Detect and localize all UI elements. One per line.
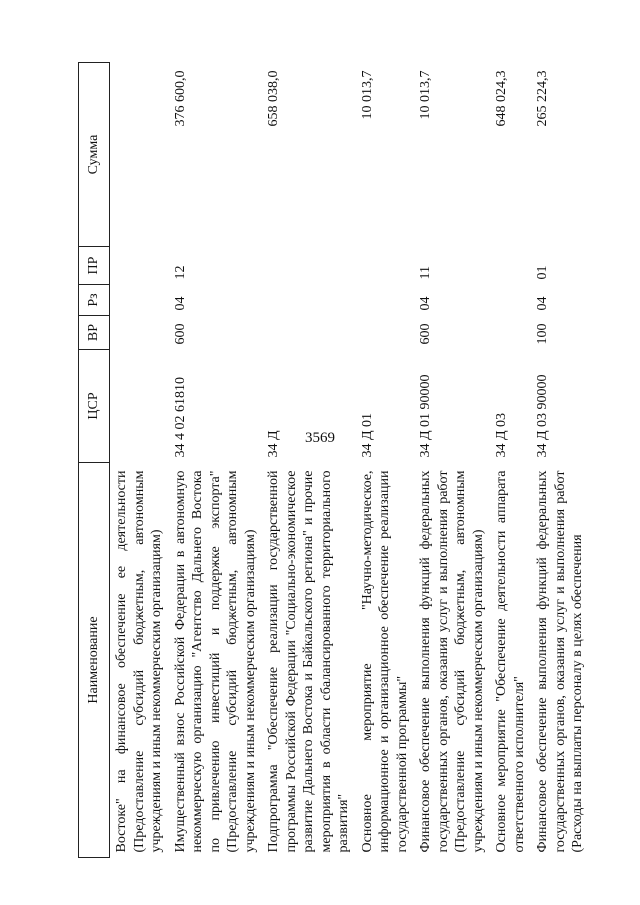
row-sum (110, 63, 166, 247)
table-row (353, 63, 412, 858)
row-pr (487, 247, 528, 285)
row-sum: 658 038,0 (266, 70, 281, 127)
table-row (528, 63, 587, 858)
header-csr: ЦСР (79, 350, 110, 463)
row-rz: 04 (418, 296, 433, 311)
row-vr (259, 316, 353, 350)
row-name: Имущественный взнос Российской Федерации в автономную некоммерческую организацию "Агентство Дальнего Востока по привлечению инвестиций и поддержке экспорта" (Предоставление субсидий бюджетным, автономным учреждениям и иным некоммерческим организациям) (172, 470, 258, 853)
row-name: Финансовое обеспечение выполнения функций федеральных государственных органов, оказания услуг и выполнения работ (Предоставление субсидий бюджетным, автономным учреждениям и иным некоммерческим организациям) (418, 470, 486, 853)
row-csr: 34 Д 03 90000 (535, 374, 550, 458)
row-pr: 12 (172, 265, 188, 280)
row-csr: 34 Д (266, 430, 281, 458)
row-sum: 10 013,7 (418, 70, 433, 120)
row-rz (110, 285, 166, 316)
row-csr: 34 Д 01 (359, 412, 375, 458)
row-rz: 04 (172, 296, 188, 311)
row-pr: 11 (418, 266, 433, 280)
row-pr (353, 247, 412, 285)
row-rz (353, 285, 412, 316)
table-row (166, 63, 260, 858)
row-name: Финансовое обеспечение выполнения функций федеральных государственных органов, оказания услуг и выполнения работ (Расходы на выплаты персоналу в целях обеспечения (535, 470, 585, 853)
row-csr (110, 350, 166, 463)
table-header-row (79, 63, 110, 858)
row-sum: 265 224,3 (535, 70, 550, 127)
row-rz: 04 (535, 296, 550, 311)
header-rz: Рз (79, 285, 110, 316)
header-pr: ПР (79, 247, 110, 285)
header-vr: ВР (79, 316, 110, 350)
row-vr: 600 (418, 323, 433, 345)
row-rz (487, 285, 528, 316)
page-number: 3569 (305, 430, 335, 446)
row-name: Основное мероприятие "Обеспечение деятельности аппарата ответственного исполнителя" (494, 470, 527, 853)
header-sum: Сумма (79, 63, 110, 247)
header-name: Наименование (79, 463, 110, 858)
row-csr: 34 Д 03 (494, 412, 509, 458)
row-sum: 648 024,3 (494, 70, 509, 127)
row-pr: 01 (535, 265, 550, 280)
row-pr (110, 247, 166, 285)
row-rz (259, 285, 353, 316)
table-row (411, 63, 487, 858)
row-pr (259, 247, 353, 285)
budget-table-rotated (78, 63, 598, 858)
row-name: Востоке" на финансовое обеспечение ее деятельности (Предоставление субсидий бюджетным, автономным учреждениям и иным некоммерческим организациям) (114, 470, 164, 853)
row-vr: 100 (535, 323, 550, 345)
row-sum: 10 013,7 (359, 70, 375, 120)
row-vr (110, 316, 166, 350)
row-vr: 600 (172, 323, 188, 345)
table-row (259, 63, 353, 858)
table-row (487, 63, 528, 858)
row-vr (487, 316, 528, 350)
row-name: Подпрограмма "Обеспечение реализации государственной программы Российской Федерации "Социально-экономическое развитие Дальнего Востока и Байкальского региона" и прочие мероприятия в области сбалансированного территориального развития" (266, 470, 351, 853)
row-name: Основное мероприятие "Научно-методическое, информационное и организационное обеспечение реализации государственной программы" (359, 470, 410, 853)
row-csr: 34 Д 01 90000 (418, 374, 433, 458)
row-csr: 34 4 02 61810 (172, 377, 188, 458)
budget-table (78, 62, 587, 858)
row-vr (353, 316, 412, 350)
table-row (110, 63, 166, 858)
row-sum: 376 600,0 (172, 70, 188, 127)
